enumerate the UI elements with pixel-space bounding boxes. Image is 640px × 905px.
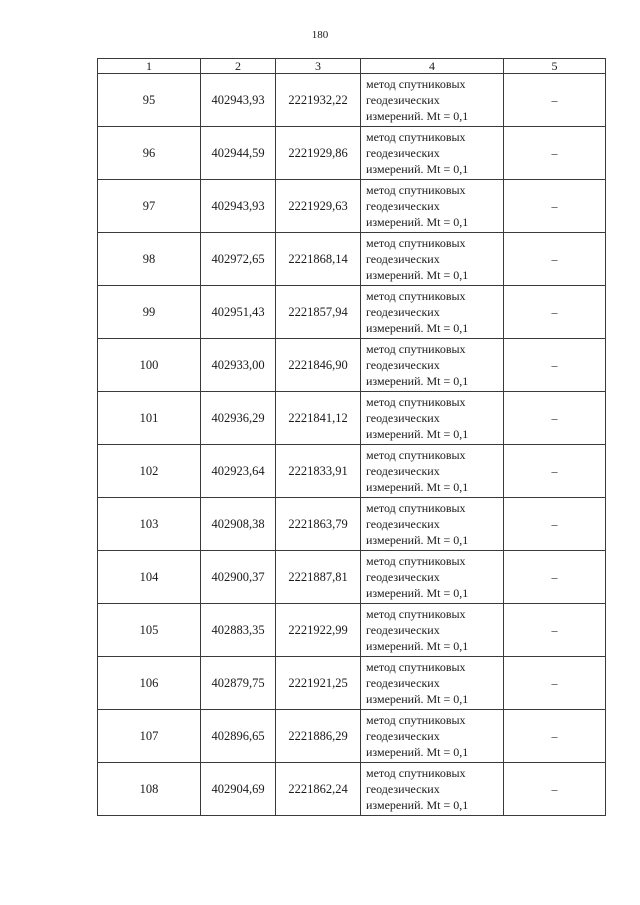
method-line: геодезических (366, 252, 440, 266)
coordinate-y: 2221833,91 (276, 445, 361, 498)
method-line: метод спутниковых (366, 342, 466, 356)
coordinate-x: 402944,59 (201, 127, 276, 180)
table-row (98, 286, 606, 339)
method-line: измерений. Mt = 0,1 (366, 480, 469, 494)
point-number: 97 (98, 180, 201, 233)
table-row (98, 392, 606, 445)
method-cell (361, 180, 504, 233)
method-line: измерений. Mt = 0,1 (366, 215, 469, 229)
point-number: 102 (98, 445, 201, 498)
note-cell: – (504, 551, 606, 604)
table-row (98, 339, 606, 392)
coordinate-x: 402923,64 (201, 445, 276, 498)
method-line: геодезических (366, 93, 440, 107)
method-line: метод спутниковых (366, 766, 466, 780)
method-cell (361, 233, 504, 286)
method-cell (361, 339, 504, 392)
method-line: метод спутниковых (366, 289, 466, 303)
method-line: измерений. Mt = 0,1 (366, 798, 469, 812)
method-line: геодезических (366, 199, 440, 213)
coordinate-x: 402883,35 (201, 604, 276, 657)
note-cell: – (504, 74, 606, 127)
method-line: геодезических (366, 570, 440, 584)
table-row (98, 180, 606, 233)
point-number: 107 (98, 710, 201, 763)
method-cell (361, 74, 504, 127)
coordinate-x: 402879,75 (201, 657, 276, 710)
method-line: метод спутниковых (366, 501, 466, 515)
method-line: метод спутниковых (366, 660, 466, 674)
note-cell: – (504, 657, 606, 710)
method-cell (361, 551, 504, 604)
method-line: измерений. Mt = 0,1 (366, 745, 469, 759)
coordinate-y: 2221841,12 (276, 392, 361, 445)
method-line: геодезических (366, 358, 440, 372)
coordinate-y: 2221886,29 (276, 710, 361, 763)
method-line: геодезических (366, 411, 440, 425)
table-row (98, 551, 606, 604)
coordinate-y: 2221921,25 (276, 657, 361, 710)
method-line: геодезических (366, 676, 440, 690)
coordinate-x: 402904,69 (201, 763, 276, 816)
point-number: 95 (98, 74, 201, 127)
page-number: 180 (311, 29, 329, 41)
method-cell (361, 445, 504, 498)
point-number: 106 (98, 657, 201, 710)
method-line: геодезических (366, 729, 440, 743)
coordinate-x: 402972,65 (201, 233, 276, 286)
coordinate-y: 2221932,22 (276, 74, 361, 127)
note-cell: – (504, 127, 606, 180)
coordinate-x: 402936,29 (201, 392, 276, 445)
method-line: метод спутниковых (366, 395, 466, 409)
column-header: 1 (98, 59, 201, 74)
point-number: 96 (98, 127, 201, 180)
method-line: измерений. Mt = 0,1 (366, 321, 469, 335)
column-header: 4 (361, 59, 504, 74)
coordinate-y: 2221846,90 (276, 339, 361, 392)
point-number: 101 (98, 392, 201, 445)
method-line: метод спутниковых (366, 130, 466, 144)
method-cell (361, 604, 504, 657)
coordinate-x: 402943,93 (201, 74, 276, 127)
table-row (98, 233, 606, 286)
coordinate-x: 402943,93 (201, 180, 276, 233)
method-cell (361, 127, 504, 180)
coordinate-x: 402933,00 (201, 339, 276, 392)
method-line: метод спутниковых (366, 607, 466, 621)
table-row (98, 763, 606, 816)
point-number: 99 (98, 286, 201, 339)
method-line: метод спутниковых (366, 236, 466, 250)
method-line: измерений. Mt = 0,1 (366, 109, 469, 123)
method-cell (361, 286, 504, 339)
coordinate-y: 2221857,94 (276, 286, 361, 339)
coordinate-x: 402908,38 (201, 498, 276, 551)
coordinate-x: 402951,43 (201, 286, 276, 339)
method-line: геодезических (366, 623, 440, 637)
method-line: метод спутниковых (366, 183, 466, 197)
table-row (98, 445, 606, 498)
method-cell (361, 657, 504, 710)
coordinate-y: 2221929,63 (276, 180, 361, 233)
table-header-row (98, 59, 606, 74)
point-number: 98 (98, 233, 201, 286)
method-line: измерений. Mt = 0,1 (366, 268, 469, 282)
note-cell: – (504, 392, 606, 445)
method-line: метод спутниковых (366, 713, 466, 727)
method-line: измерений. Mt = 0,1 (366, 639, 469, 653)
coordinate-x: 402896,65 (201, 710, 276, 763)
coordinate-y: 2221929,86 (276, 127, 361, 180)
method-line: измерений. Mt = 0,1 (366, 374, 469, 388)
coordinate-y: 2221862,24 (276, 763, 361, 816)
column-header: 3 (276, 59, 361, 74)
table-row (98, 74, 606, 127)
method-line: метод спутниковых (366, 448, 466, 462)
point-number: 103 (98, 498, 201, 551)
coordinate-y: 2221922,99 (276, 604, 361, 657)
method-line: геодезических (366, 464, 440, 478)
table-row (98, 498, 606, 551)
note-cell: – (504, 604, 606, 657)
method-line: измерений. Mt = 0,1 (366, 162, 469, 176)
note-cell: – (504, 710, 606, 763)
method-line: геодезических (366, 782, 440, 796)
method-cell (361, 710, 504, 763)
point-number: 105 (98, 604, 201, 657)
note-cell: – (504, 233, 606, 286)
note-cell: – (504, 339, 606, 392)
method-cell (361, 498, 504, 551)
method-cell (361, 392, 504, 445)
table-row (98, 657, 606, 710)
coordinates-table (97, 58, 606, 816)
table-row (98, 710, 606, 763)
column-header: 5 (504, 59, 606, 74)
column-header: 2 (201, 59, 276, 74)
note-cell: – (504, 445, 606, 498)
coordinate-y: 2221863,79 (276, 498, 361, 551)
point-number: 108 (98, 763, 201, 816)
note-cell: – (504, 498, 606, 551)
table-row (98, 604, 606, 657)
coordinate-x: 402900,37 (201, 551, 276, 604)
method-line: измерений. Mt = 0,1 (366, 586, 469, 600)
coordinate-y: 2221868,14 (276, 233, 361, 286)
method-line: геодезических (366, 305, 440, 319)
note-cell: – (504, 286, 606, 339)
method-line: геодезических (366, 517, 440, 531)
method-line: измерений. Mt = 0,1 (366, 692, 469, 706)
note-cell: – (504, 180, 606, 233)
method-line: измерений. Mt = 0,1 (366, 427, 469, 441)
method-line: геодезических (366, 146, 440, 160)
note-cell: – (504, 763, 606, 816)
method-cell (361, 763, 504, 816)
point-number: 100 (98, 339, 201, 392)
method-line: метод спутниковых (366, 77, 466, 91)
table-row (98, 127, 606, 180)
method-line: метод спутниковых (366, 554, 466, 568)
point-number: 104 (98, 551, 201, 604)
method-line: измерений. Mt = 0,1 (366, 533, 469, 547)
coordinate-y: 2221887,81 (276, 551, 361, 604)
